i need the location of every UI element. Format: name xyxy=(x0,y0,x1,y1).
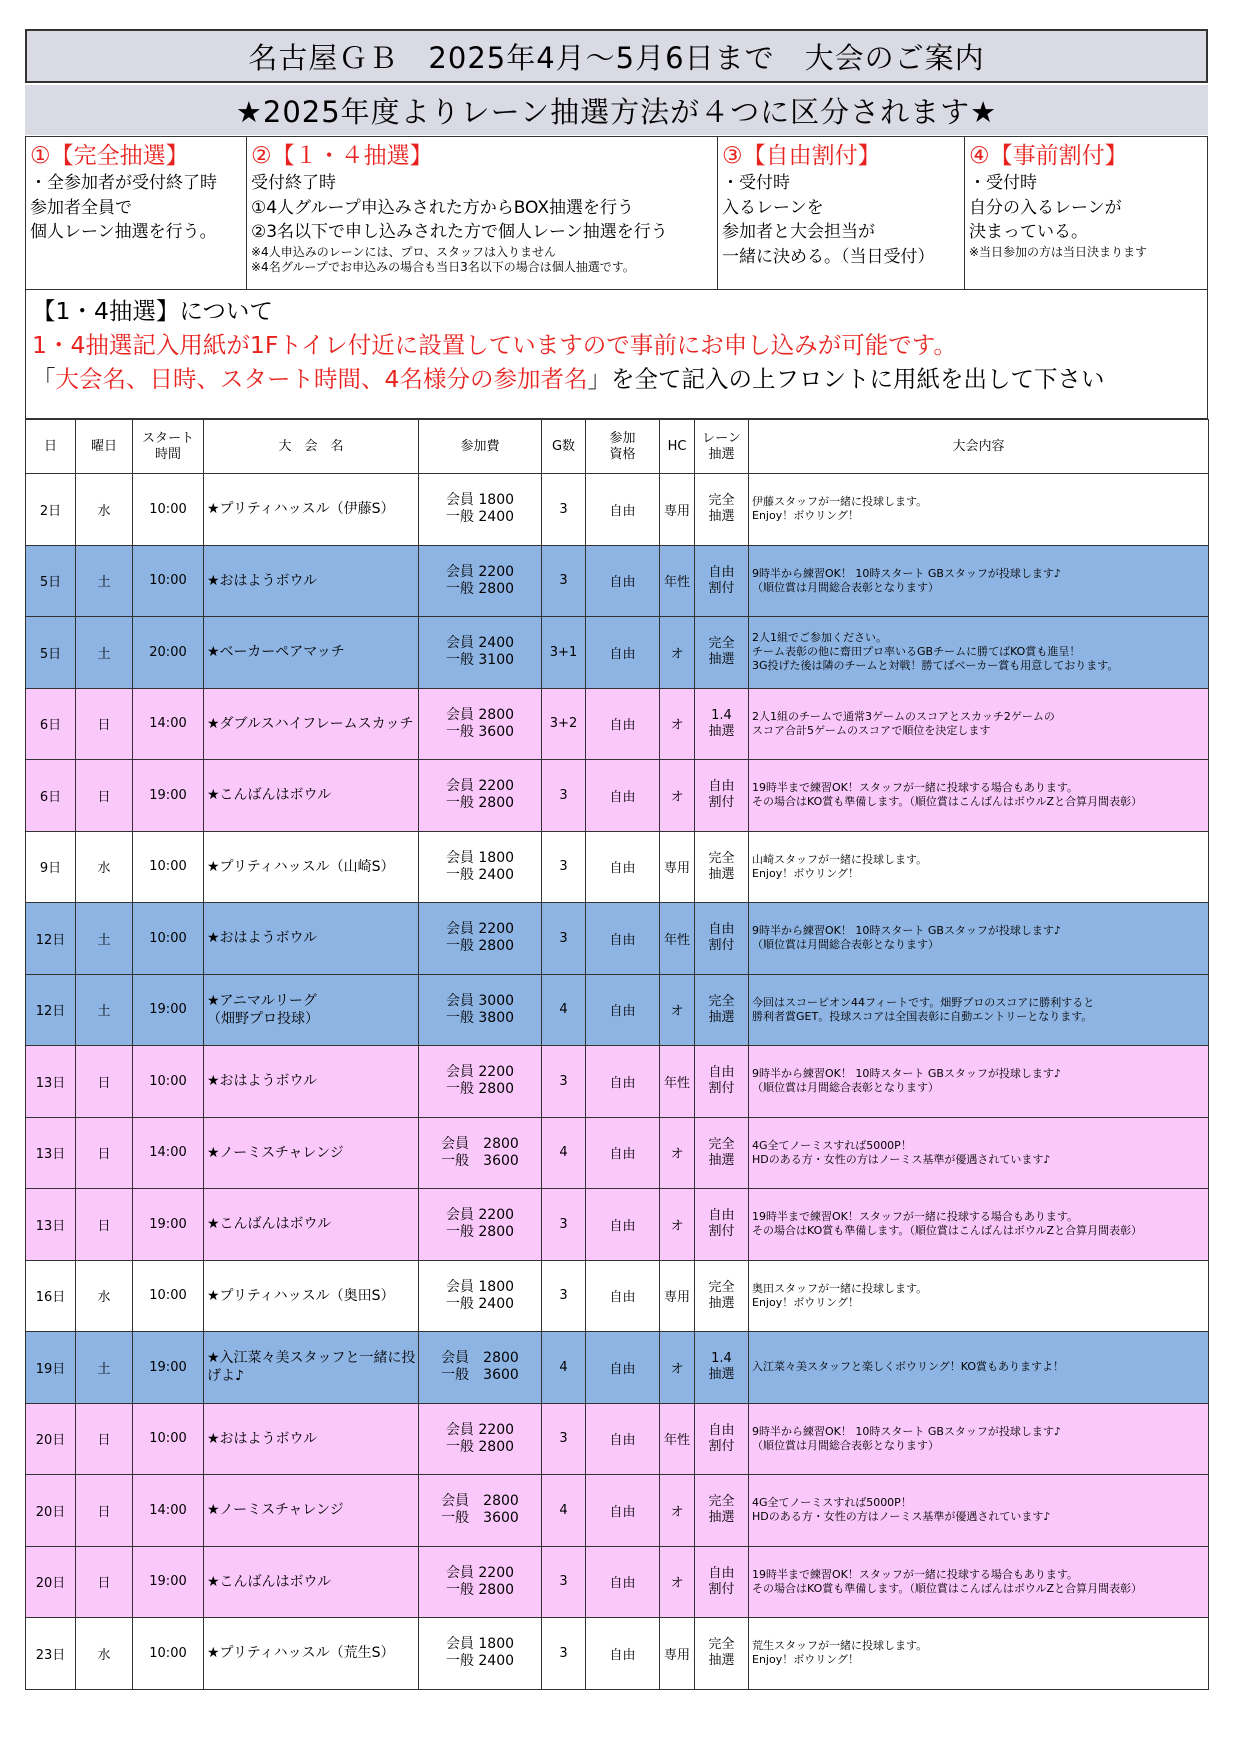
cell-games: 4 xyxy=(542,1117,586,1189)
cell-weekday: 水 xyxy=(76,474,133,546)
cell-content: 今回はスコーピオン44フィートです。畑野プロのスコアに勝利すると 勝利者賞GET。投球スコアは全国表彰に自動エントリーとなります。 xyxy=(749,974,1209,1046)
fee-member: 会員 2200 xyxy=(445,1207,515,1224)
cell-fee xyxy=(419,903,542,975)
method-title: ④【事前割付】 xyxy=(969,143,1128,169)
cell-content: 19時半まで練習OK！スタッフが一緒に投球する場合もあります。 その場合はKO賞も準備します。（順位賞はこんばんはボウルZと合算月間表彰） xyxy=(749,1189,1209,1261)
method-text: ・受付時 xyxy=(969,173,1037,193)
cell-weekday: 日 xyxy=(76,1046,133,1118)
cell-lane-lottery: 完全 抽選 xyxy=(695,1117,749,1189)
cell-lane-lottery: 完全 抽選 xyxy=(695,474,749,546)
tournament-name-line: ★おはようボウル xyxy=(207,572,318,589)
cell-fee xyxy=(419,1546,542,1618)
cell-start-time: 10:00 xyxy=(133,1260,204,1332)
cell-games: 3 xyxy=(542,1046,586,1118)
fee-general: 一般 3800 xyxy=(445,1009,515,1026)
lottery-info-panel xyxy=(25,290,1208,419)
required-fields: 大会名、日時、スタート時間、4名様分の参加者名 xyxy=(55,365,588,393)
cell-tournament-name xyxy=(204,903,419,975)
cell-hc: 年性 xyxy=(660,1403,695,1475)
cell-fee xyxy=(419,1117,542,1189)
cell-fee xyxy=(419,1332,542,1404)
col-qualification: 参加 資格 xyxy=(586,420,660,474)
cell-content: 伊藤スタッフが一緒に投球します。 Enjoy！ボウリング！ xyxy=(749,474,1209,546)
cell-fee xyxy=(419,1260,542,1332)
cell-qualification: 自由 xyxy=(586,760,660,832)
cell-qualification: 自由 xyxy=(586,1189,660,1261)
tournament-name-line: ★ノーミスチャレンジ xyxy=(207,1502,344,1519)
cell-content: 19時半まで練習OK！スタッフが一緒に投球する場合もあります。 その場合はKO賞も準備します。（順位賞はこんばんはボウルZと合算月間表彰） xyxy=(749,1546,1209,1618)
col-weekday: 曜日 xyxy=(76,420,133,474)
cell-start-time: 10:00 xyxy=(133,1403,204,1475)
fee-member: 会員 2200 xyxy=(445,778,515,795)
fee-member: 会員 2200 xyxy=(445,921,515,938)
cell-day: 16日 xyxy=(26,1260,76,1332)
cell-games: 3 xyxy=(542,760,586,832)
method-text: ②3名以下で申し込みされた方で個人レーン抽選を行う xyxy=(251,222,668,242)
fee-member: 会員 3000 xyxy=(445,992,515,1009)
cell-hc: 専用 xyxy=(660,474,695,546)
cell-lane-lottery: 自由 割付 xyxy=(695,1189,749,1261)
fee-member: 会員 2400 xyxy=(445,635,515,652)
cell-weekday: 土 xyxy=(76,974,133,1046)
cell-day: 13日 xyxy=(26,1189,76,1261)
cell-tournament-name xyxy=(204,1189,419,1261)
table-row xyxy=(26,1332,1209,1404)
method-1-4-lottery xyxy=(247,137,718,289)
instruction-rest: 」を全て記入の上フロントに用紙を出して下さい xyxy=(587,365,1105,393)
cell-content: 9時半から練習OK！ 10時スタート GBスタッフが投球します♪ （順位賞は月間総合表彰となります） xyxy=(749,545,1209,617)
cell-day: 20日 xyxy=(26,1546,76,1618)
cell-lane-lottery: 完全 抽選 xyxy=(695,1260,749,1332)
cell-qualification: 自由 xyxy=(586,1117,660,1189)
method-note: ※4名グループでお申込みの場合も当日3名以下の場合は個人抽選です。 xyxy=(251,260,635,274)
cell-weekday: 水 xyxy=(76,1618,133,1690)
cell-hc: オ xyxy=(660,1189,695,1261)
table-row xyxy=(26,1546,1209,1618)
cell-start-time: 19:00 xyxy=(133,974,204,1046)
cell-start-time: 10:00 xyxy=(133,1046,204,1118)
cell-hc: 年性 xyxy=(660,1046,695,1118)
cell-tournament-name xyxy=(204,1260,419,1332)
cell-qualification: 自由 xyxy=(586,1546,660,1618)
cell-lane-lottery: 自由 割付 xyxy=(695,903,749,975)
cell-weekday: 日 xyxy=(76,1475,133,1547)
col-games: G数 xyxy=(542,420,586,474)
tournament-name-line: ★プリティハッスル（伊藤S） xyxy=(207,501,395,518)
cell-games: 3 xyxy=(542,474,586,546)
cell-day: 23日 xyxy=(26,1618,76,1690)
table-row xyxy=(26,1618,1209,1690)
tournament-name-line: ★こんばんはボウル xyxy=(207,787,332,804)
cell-tournament-name xyxy=(204,974,419,1046)
fee-general: 一般 2400 xyxy=(445,509,515,526)
cell-qualification: 自由 xyxy=(586,1475,660,1547)
lottery-info-text: 1・4抽選記入用紙が1Fトイレ付近に設置していますので事前にお申し込みが可能です。 xyxy=(32,331,957,359)
cell-tournament-name xyxy=(204,831,419,903)
cell-games: 3+2 xyxy=(542,688,586,760)
cell-lane-lottery: 自由 割付 xyxy=(695,760,749,832)
table-row xyxy=(26,1117,1209,1189)
cell-weekday: 土 xyxy=(76,1332,133,1404)
method-title: ②【１・４抽選】 xyxy=(251,143,433,169)
cell-qualification: 自由 xyxy=(586,1260,660,1332)
cell-games: 3+1 xyxy=(542,617,586,689)
cell-weekday: 日 xyxy=(76,1189,133,1261)
table-row xyxy=(26,474,1209,546)
cell-games: 4 xyxy=(542,1475,586,1547)
cell-games: 3 xyxy=(542,903,586,975)
col-day: 日 xyxy=(26,420,76,474)
method-text: 個人レーン抽選を行う。 xyxy=(30,222,217,242)
cell-fee xyxy=(419,974,542,1046)
method-pre-assignment xyxy=(965,137,1207,289)
fee-general: 一般 3600 xyxy=(441,1152,519,1169)
cell-fee xyxy=(419,760,542,832)
cell-day: 6日 xyxy=(26,760,76,832)
cell-day: 5日 xyxy=(26,545,76,617)
cell-day: 5日 xyxy=(26,617,76,689)
cell-fee xyxy=(419,831,542,903)
cell-start-time: 10:00 xyxy=(133,1618,204,1690)
cell-start-time: 19:00 xyxy=(133,760,204,832)
cell-start-time: 14:00 xyxy=(133,1117,204,1189)
cell-fee xyxy=(419,1189,542,1261)
cell-games: 3 xyxy=(542,545,586,617)
table-row xyxy=(26,831,1209,903)
tournament-name-line: ★プリティハッスル（奥田S） xyxy=(207,1287,395,1304)
tournament-name-line: ★ダブルスハイフレームスカッチ xyxy=(207,715,414,732)
fee-general: 一般 2400 xyxy=(445,1653,515,1670)
cell-start-time: 10:00 xyxy=(133,903,204,975)
cell-start-time: 14:00 xyxy=(133,688,204,760)
cell-day: 12日 xyxy=(26,974,76,1046)
cell-qualification: 自由 xyxy=(586,1046,660,1118)
cell-qualification: 自由 xyxy=(586,831,660,903)
cell-games: 4 xyxy=(542,1332,586,1404)
fee-general: 一般 2800 xyxy=(445,795,515,812)
cell-tournament-name xyxy=(204,1117,419,1189)
fee-member: 会員 2200 xyxy=(445,1564,515,1581)
method-text: 一緒に決める。（当日受付） xyxy=(722,246,935,267)
table-row xyxy=(26,1403,1209,1475)
cell-tournament-name xyxy=(204,688,419,760)
cell-hc: 専用 xyxy=(660,831,695,903)
cell-hc: 専用 xyxy=(660,1618,695,1690)
cell-qualification: 自由 xyxy=(586,1618,660,1690)
fee-member: 会員 1800 xyxy=(445,849,515,866)
cell-weekday: 日 xyxy=(76,760,133,832)
cell-weekday: 日 xyxy=(76,1403,133,1475)
cell-hc: オ xyxy=(660,1475,695,1547)
col-start-time: スタート 時間 xyxy=(133,420,204,474)
cell-weekday: 日 xyxy=(76,1546,133,1618)
fee-general: 一般 2800 xyxy=(445,938,515,955)
cell-content: 2人1組でご参加ください。 チーム表彰の他に齋田プロ率いるGBチームに勝てばKO賞も進呈！ 3G投げた後は隣のチームと対戦！勝てばベーカー賞も用意しております。 xyxy=(749,617,1209,689)
cell-games: 3 xyxy=(542,1546,586,1618)
table-row xyxy=(26,617,1209,689)
cell-day: 12日 xyxy=(26,903,76,975)
cell-lane-lottery: 1.4 抽選 xyxy=(695,1332,749,1404)
fee-general: 一般 3600 xyxy=(445,723,515,740)
cell-tournament-name xyxy=(204,1475,419,1547)
cell-lane-lottery: 自由 割付 xyxy=(695,1546,749,1618)
fee-general: 一般 2800 xyxy=(445,1438,515,1455)
method-title: ③【自由割付】 xyxy=(722,143,881,169)
cell-tournament-name xyxy=(204,1403,419,1475)
fee-general: 一般 3600 xyxy=(441,1510,519,1527)
fee-general: 一般 2800 xyxy=(445,1581,515,1598)
cell-games: 3 xyxy=(542,1403,586,1475)
tournament-name-line: ★アニマルリーグ xyxy=(207,992,317,1009)
cell-start-time: 10:00 xyxy=(133,831,204,903)
fee-member: 会員 1800 xyxy=(445,1636,515,1653)
table-row xyxy=(26,1475,1209,1547)
lottery-info-instruction xyxy=(32,362,1207,396)
method-note: ※4人申込みのレーンには、プロ、スタッフは入りません xyxy=(251,244,556,259)
cell-games: 4 xyxy=(542,974,586,1046)
method-text: 受付終了時 xyxy=(251,173,336,193)
cell-content: 荒生スタッフが一緒に投球します。 Enjoy！ボウリング！ xyxy=(749,1618,1209,1690)
method-complete-lottery xyxy=(26,137,247,289)
cell-fee xyxy=(419,688,542,760)
fee-general: 一般 2800 xyxy=(445,580,515,597)
col-content: 大会内容 xyxy=(749,420,1209,474)
cell-day: 9日 xyxy=(26,831,76,903)
cell-fee xyxy=(419,1403,542,1475)
cell-weekday: 日 xyxy=(76,688,133,760)
cell-start-time: 19:00 xyxy=(133,1546,204,1618)
cell-qualification: 自由 xyxy=(586,617,660,689)
cell-hc: 専用 xyxy=(660,1260,695,1332)
col-hc: HC xyxy=(660,420,695,474)
fee-member: 会員 2800 xyxy=(441,1135,519,1152)
method-text: 参加者全員で xyxy=(30,197,132,218)
fee-member: 会員 2200 xyxy=(445,1064,515,1081)
cell-start-time: 20:00 xyxy=(133,617,204,689)
cell-tournament-name xyxy=(204,1546,419,1618)
fee-general: 一般 2800 xyxy=(445,1081,515,1098)
fee-general: 一般 3600 xyxy=(441,1367,519,1384)
cell-fee xyxy=(419,1618,542,1690)
cell-lane-lottery: 完全 抽選 xyxy=(695,831,749,903)
quote-open: 「 xyxy=(32,365,56,393)
cell-tournament-name xyxy=(204,1618,419,1690)
col-fee: 参加費 xyxy=(419,420,542,474)
cell-lane-lottery: 完全 抽選 xyxy=(695,974,749,1046)
cell-weekday: 土 xyxy=(76,617,133,689)
cell-day: 13日 xyxy=(26,1117,76,1189)
cell-hc: オ xyxy=(660,617,695,689)
method-text: ・受付時 xyxy=(722,173,790,193)
cell-qualification: 自由 xyxy=(586,688,660,760)
cell-games: 3 xyxy=(542,831,586,903)
cell-content: 2人1組のチームで通常3ゲームのスコアとスカッチ2ゲームの スコア合計5ゲームのスコアで順位を決定します xyxy=(749,688,1209,760)
table-header-row xyxy=(26,420,1209,474)
cell-weekday: 水 xyxy=(76,831,133,903)
cell-lane-lottery: 1.4 抽選 xyxy=(695,688,749,760)
tournament-name-line: ★おはようボウル xyxy=(207,1073,318,1090)
tournament-name-line: ★おはようボウル xyxy=(207,1430,318,1447)
cell-content: 入江菜々美スタッフと楽しくボウリング！KO賞もありますよ！ xyxy=(749,1332,1209,1404)
tournament-name-line: ★プリティハッスル（荒生S） xyxy=(207,1645,395,1662)
method-text: 入るレーンを xyxy=(722,197,824,218)
cell-start-time: 19:00 xyxy=(133,1189,204,1261)
cell-start-time: 19:00 xyxy=(133,1332,204,1404)
cell-content: 9時半から練習OK！ 10時スタート GBスタッフが投球します♪ （順位賞は月間総合表彰となります） xyxy=(749,903,1209,975)
cell-games: 3 xyxy=(542,1189,586,1261)
cell-fee xyxy=(419,1475,542,1547)
table-row xyxy=(26,760,1209,832)
method-free-assignment xyxy=(718,137,965,289)
page-title: 名古屋ＧＢ 2025年4月～5月6日まで 大会のご案内 xyxy=(25,29,1208,83)
table-row xyxy=(26,545,1209,617)
method-text: 決まっている。 xyxy=(969,222,1088,242)
cell-start-time: 10:00 xyxy=(133,545,204,617)
method-text: 自分の入るレーンが xyxy=(969,197,1122,218)
method-note: ※当日参加の方は当日決まります xyxy=(969,244,1148,259)
fee-general: 一般 2800 xyxy=(445,1224,515,1241)
table-row xyxy=(26,1260,1209,1332)
cell-tournament-name xyxy=(204,617,419,689)
cell-tournament-name xyxy=(204,760,419,832)
cell-lane-lottery: 完全 抽選 xyxy=(695,1618,749,1690)
cell-day: 19日 xyxy=(26,1332,76,1404)
col-lane-lottery: レーン 抽選 xyxy=(695,420,749,474)
method-title: ①【完全抽選】 xyxy=(30,143,189,169)
cell-games: 3 xyxy=(542,1260,586,1332)
cell-day: 20日 xyxy=(26,1475,76,1547)
tournament-name-line: ★ベーカーペアマッチ xyxy=(207,644,345,661)
cell-hc: 年性 xyxy=(660,545,695,617)
cell-hc: オ xyxy=(660,1117,695,1189)
table-row xyxy=(26,903,1209,975)
fee-member: 会員 2200 xyxy=(445,563,515,580)
cell-tournament-name xyxy=(204,1332,419,1404)
tournament-name-line: ★こんばんはボウル xyxy=(207,1573,332,1590)
fee-member: 会員 2800 xyxy=(441,1493,519,1510)
cell-lane-lottery: 完全 抽選 xyxy=(695,1475,749,1547)
cell-hc: オ xyxy=(660,974,695,1046)
fee-member: 会員 2800 xyxy=(445,706,515,723)
cell-lane-lottery: 完全 抽選 xyxy=(695,617,749,689)
cell-games: 3 xyxy=(542,1618,586,1690)
cell-hc: 年性 xyxy=(660,903,695,975)
cell-day: 2日 xyxy=(26,474,76,546)
table-row xyxy=(26,1046,1209,1118)
cell-lane-lottery: 自由 割付 xyxy=(695,545,749,617)
cell-content: 9時半から練習OK！ 10時スタート GBスタッフが投球します♪ （順位賞は月間総合表彰となります） xyxy=(749,1046,1209,1118)
tournament-name-line: ★おはようボウル xyxy=(207,930,318,947)
cell-tournament-name xyxy=(204,545,419,617)
tournament-schedule-table xyxy=(25,419,1209,1690)
cell-qualification: 自由 xyxy=(586,474,660,546)
cell-tournament-name xyxy=(204,1046,419,1118)
cell-qualification: 自由 xyxy=(586,903,660,975)
tournament-name-line: ★入江菜々美スタッフと一緒に投げよ♪ xyxy=(207,1350,416,1385)
cell-hc: オ xyxy=(660,760,695,832)
cell-fee xyxy=(419,545,542,617)
method-text: ・全参加者が受付終了時 xyxy=(30,173,217,193)
cell-weekday: 日 xyxy=(76,1117,133,1189)
cell-qualification: 自由 xyxy=(586,1403,660,1475)
fee-member: 会員 2200 xyxy=(445,1421,515,1438)
cell-content: 奥田スタッフが一緒に投球します。 Enjoy！ボウリング！ xyxy=(749,1260,1209,1332)
table-row xyxy=(26,688,1209,760)
cell-lane-lottery: 自由 割付 xyxy=(695,1046,749,1118)
cell-qualification: 自由 xyxy=(586,1332,660,1404)
cell-content: 9時半から練習OK！ 10時スタート GBスタッフが投球します♪ （順位賞は月間総合表彰となります） xyxy=(749,1403,1209,1475)
tournament-name-line: ★こんばんはボウル xyxy=(207,1216,332,1233)
table-row xyxy=(26,974,1209,1046)
cell-start-time: 10:00 xyxy=(133,474,204,546)
method-text: 参加者と大会担当が xyxy=(722,222,875,242)
cell-day: 20日 xyxy=(26,1403,76,1475)
cell-weekday: 水 xyxy=(76,1260,133,1332)
cell-fee xyxy=(419,474,542,546)
lane-lottery-notice: ★2025年度よりレーン抽選方法が４つに区分されます★ xyxy=(25,85,1208,135)
method-text: ①4人グループ申込みされた方からBOX抽選を行う xyxy=(251,197,634,218)
cell-fee xyxy=(419,617,542,689)
lottery-methods-panel xyxy=(25,136,1208,290)
cell-day: 13日 xyxy=(26,1046,76,1118)
tournament-name-line: （畑野プロ投球） xyxy=(207,1010,319,1027)
tournament-name-line: ★ノーミスチャレンジ xyxy=(207,1144,344,1161)
cell-hc: オ xyxy=(660,688,695,760)
cell-fee xyxy=(419,1046,542,1118)
tournament-name-line: ★プリティハッスル（山崎S） xyxy=(207,858,395,875)
cell-content: 19時半まで練習OK！スタッフが一緒に投球する場合もあります。 その場合はKO賞も準備します。（順位賞はこんばんはボウルZと合算月間表彰） xyxy=(749,760,1209,832)
cell-qualification: 自由 xyxy=(586,974,660,1046)
cell-tournament-name xyxy=(204,474,419,546)
lottery-info-heading: 【1・4抽選】について xyxy=(32,297,273,325)
fee-member: 会員 1800 xyxy=(445,492,515,509)
fee-member: 会員 1800 xyxy=(445,1278,515,1295)
cell-content: 4G全てノーミスすれば5000P！ HDのある方・女性の方はノーミス基準が優遇されています♪ xyxy=(749,1117,1209,1189)
fee-general: 一般 2400 xyxy=(445,1295,515,1312)
cell-qualification: 自由 xyxy=(586,545,660,617)
cell-day: 6日 xyxy=(26,688,76,760)
cell-weekday: 土 xyxy=(76,545,133,617)
cell-hc: オ xyxy=(660,1332,695,1404)
col-name: 大 会 名 xyxy=(204,420,419,474)
table-row xyxy=(26,1189,1209,1261)
cell-lane-lottery: 自由 割付 xyxy=(695,1403,749,1475)
cell-start-time: 14:00 xyxy=(133,1475,204,1547)
fee-general: 一般 3100 xyxy=(445,652,515,669)
cell-content: 山崎スタッフが一緒に投球します。 Enjoy！ボウリング！ xyxy=(749,831,1209,903)
cell-hc: オ xyxy=(660,1546,695,1618)
cell-weekday: 土 xyxy=(76,903,133,975)
cell-content: 4G全てノーミスすれば5000P！ HDのある方・女性の方はノーミス基準が優遇されています♪ xyxy=(749,1475,1209,1547)
fee-general: 一般 2400 xyxy=(445,866,515,883)
fee-member: 会員 2800 xyxy=(441,1350,519,1367)
